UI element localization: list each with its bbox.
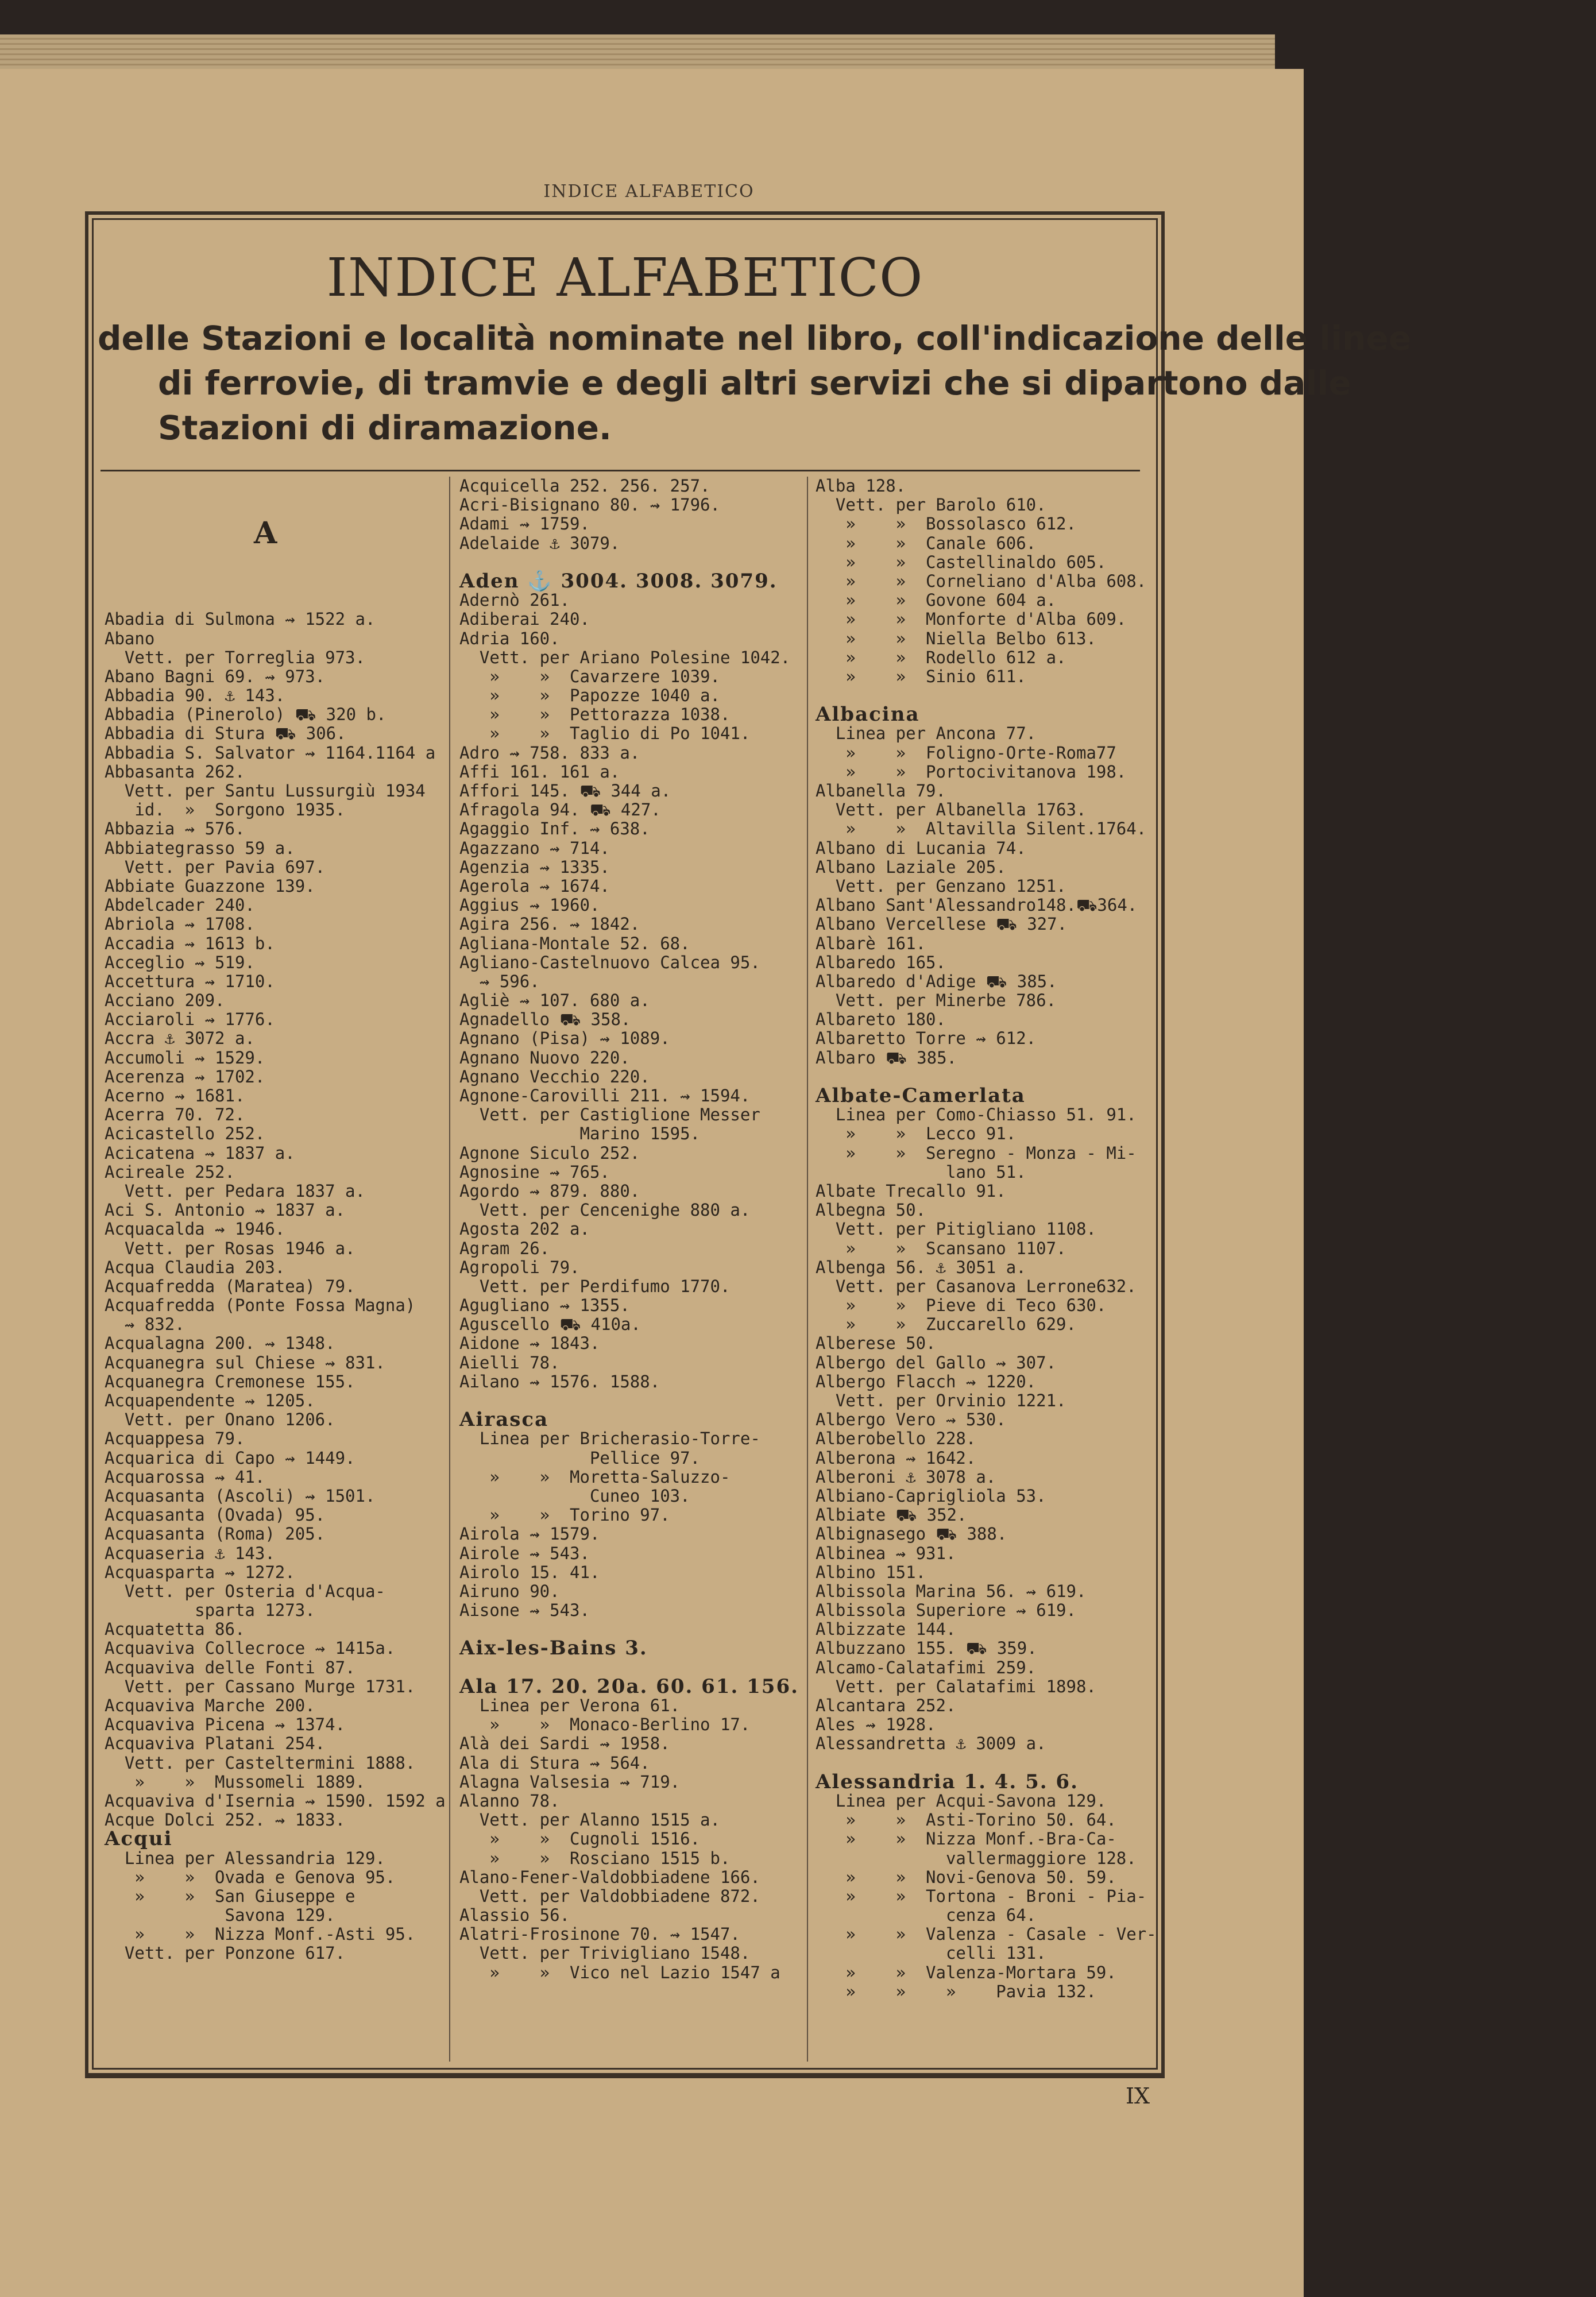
index-entry: Agosta 202 a. [459, 1219, 590, 1239]
index-entry: Linea per Bricherasio-Torre- [459, 1429, 760, 1449]
index-entry: Agnano (Pisa) ⇝ 1089. [459, 1028, 670, 1049]
index-entry: Alberoni ⚓ 3078 a. [816, 1467, 996, 1487]
index-entry: Vett. per Perdifumo 1770. [459, 1276, 731, 1296]
index-entry: » » Monaco-Berlino 17. [459, 1715, 751, 1735]
index-entry: Acquaviva Picena ⇝ 1374. [105, 1715, 346, 1735]
index-entry: Vett. per Alanno 1515 a. [459, 1810, 720, 1830]
index-entry: Abadia di Sulmona ⇝ 1522 a. [105, 609, 376, 629]
index-entry: Acquasanta (Roma) 205. [105, 1524, 326, 1544]
index-entry: » » Nizza Monf.-Asti 95. [105, 1924, 416, 1944]
index-entry: Agordo ⇝ 879. 880. [459, 1181, 640, 1201]
index-entry: Adernò 261. [459, 590, 570, 610]
spacer [816, 1754, 1154, 1773]
index-entry: Albizzate 144. [816, 1619, 956, 1639]
index-entry: Vett. per Torreglia 973. [105, 647, 365, 667]
index-entry: Albarè 161. [816, 933, 926, 953]
index-entry: Alba 128. [816, 476, 906, 496]
index-entry: Albaretto Torre ⇝ 612. [816, 1028, 1037, 1049]
index-entry: Vett. per Calatafimi 1898. [816, 1676, 1096, 1696]
index-heading: Albacina [816, 703, 920, 726]
index-entry: Vett. per Trivigliano 1548. [459, 1943, 751, 1963]
index-entry: cenza 64. [816, 1905, 1037, 1925]
index-entry: Agnosine ⇝ 765. [459, 1162, 610, 1182]
index-entry: » » Castellinaldo 605. [816, 552, 1107, 572]
index-entry: Airola ⇝ 1579. [459, 1524, 600, 1544]
running-head: INDICE ALFABETICO [543, 181, 755, 202]
index-entry: Airuno 90. [459, 1581, 560, 1601]
index-entry: » » Govone 604 a. [816, 590, 1057, 610]
index-entry: » » Valenza-Mortara 59. [816, 1962, 1116, 1982]
index-entry: Alberese 50. [816, 1333, 936, 1354]
index-entry: » » Pettorazza 1038. [459, 705, 731, 725]
index-entry: Ailano ⇝ 1576. 1588. [459, 1371, 660, 1391]
index-entry: Agnone-Carovilli 211. ⇝ 1594. [459, 1086, 751, 1105]
index-entry: Abbadia (Pinerolo) ⛟ 320 b. [105, 705, 387, 725]
index-heading: Alessandria 1. 4. 5. 6. [816, 1770, 1079, 1793]
index-entry: Agliano-Castelnuovo Calcea 95. [459, 952, 760, 972]
index-entry: Agazzano ⇝ 714. [459, 838, 610, 858]
index-entry: Agaggio Inf. ⇝ 638. [459, 819, 650, 839]
index-entry: Vett. per Genzano 1251. [816, 876, 1066, 896]
index-entry: Alano-Fener-Valdobbiadene 166. [459, 1867, 760, 1887]
index-entry: Vett. per Onano 1206. [105, 1410, 335, 1430]
index-entry: Linea per Ancona 77. [816, 724, 1037, 744]
spacer [105, 477, 438, 496]
index-entry: Vett. per Cassano Murge 1731. [105, 1676, 416, 1696]
index-entry: Airole ⇝ 543. [459, 1543, 590, 1563]
index-entry: Acquafredda (Ponte Fossa Magna) [105, 1296, 416, 1316]
index-entry: Abano Bagni 69. ⇝ 973. [105, 666, 326, 686]
spacer [459, 1658, 798, 1677]
index-entry: Acquanegra Cremonese 155. [105, 1371, 355, 1391]
index-entry: Acquatetta 86. [105, 1619, 245, 1639]
index-entry: » » Sinio 611. [816, 666, 1026, 686]
index-entry: » » Bossolasco 612. [816, 514, 1076, 534]
index-entry: Alcamo-Calatafimi 259. [816, 1657, 1037, 1677]
index-entry: Pellice 97. [459, 1448, 701, 1468]
index-entry: » » » Pavia 132. [816, 1981, 1096, 2001]
index-entry: Acquarossa ⇝ 41. [105, 1467, 265, 1487]
index-entry: Acri-Bisignano 80. ⇝ 1796. [459, 495, 720, 515]
index-entry: » » Zuccarello 629. [816, 1314, 1076, 1335]
column-divider [449, 477, 450, 2062]
index-entry: » » Ovada e Genova 95. [105, 1867, 396, 1887]
index-entry: » » Cugnoli 1516. [459, 1829, 701, 1849]
index-entry: Albergo del Gallo ⇝ 307. [816, 1352, 1057, 1372]
index-entry: Acquaviva delle Fonti 87. [105, 1657, 355, 1677]
index-entry: Ales ⇝ 1928. [816, 1715, 936, 1735]
index-entry: Alberobello 228. [816, 1429, 976, 1449]
index-entry: vallermaggiore 128. [816, 1848, 1137, 1868]
page-number: IX [1126, 2083, 1150, 2109]
section-letter: A [254, 516, 277, 551]
index-heading: Aix-les-Bains 3. [459, 1637, 648, 1660]
index-entry: Affi 161. 161 a. [459, 761, 620, 782]
index-entry: Vett. per Minerbe 786. [816, 991, 1057, 1011]
spacer [105, 572, 438, 591]
index-entry: Abriola ⇝ 1708. [105, 914, 255, 934]
subtitle-line: delle Stazioni e località nominate nel libro, coll'indicazione delle linee [98, 319, 1412, 358]
index-entry: Acicastello 252. [105, 1124, 265, 1144]
index-entry: Acquacalda ⇝ 1946. [105, 1219, 285, 1239]
index-entry: Adiberai 240. [459, 609, 590, 629]
index-entry: Acqualagna 200. ⇝ 1348. [105, 1333, 335, 1354]
index-entry: Vett. per Ariano Polesine 1042. [459, 647, 791, 667]
index-entry: Adro ⇝ 758. 833 a. [459, 743, 640, 763]
index-entry: Albano Vercellese ⛟ 327. [816, 914, 1068, 934]
index-entry: Agram 26. [459, 1238, 550, 1258]
index-entry: Acqua Claudia 203. [105, 1257, 285, 1277]
index-entry: » » Rodello 612 a. [816, 647, 1066, 667]
index-entry: Acerno ⇝ 1681. [105, 1086, 245, 1106]
index-entry: Albiano-Caprigliola 53. [816, 1486, 1046, 1506]
index-entry: Cuneo 103. [459, 1486, 690, 1506]
index-entry: Agnano Nuovo 220. [459, 1047, 630, 1068]
index-entry: Abdelcader 240. [105, 895, 255, 915]
index-entry: » » Moretta-Saluzzo- [459, 1467, 731, 1487]
index-entry: » » Tortona - Broni - Pia- [816, 1886, 1147, 1906]
index-entry: Vett. per Pavia 697. [105, 857, 326, 877]
index-entry: celli 131. [816, 1943, 1046, 1963]
index-entry: Alagna Valsesia ⇝ 719. [459, 1772, 681, 1792]
index-entry: Adelaide ⚓ 3079. [459, 533, 620, 553]
index-entry: Albano di Lucania 74. [816, 838, 1026, 858]
index-heading: Albate-Camerlata [816, 1084, 1026, 1107]
index-entry: » » Scansano 1107. [816, 1238, 1066, 1258]
index-entry: Abbadia di Stura ⛟ 306. [105, 724, 346, 744]
subtitle-line: Stazioni di diramazione. [158, 408, 612, 447]
index-entry: Albissola Superiore ⇝ 619. [816, 1600, 1076, 1621]
index-entry: Acquafredda (Maratea) 79. [105, 1276, 355, 1296]
index-entry: Alessandretta ⚓ 3009 a. [816, 1734, 1046, 1754]
index-entry: » » Portocivitanova 198. [816, 761, 1127, 782]
index-entry: Agerola ⇝ 1674. [459, 876, 610, 896]
index-entry: Alanno 78. [459, 1791, 560, 1811]
index-entry: Albareto 180. [816, 1010, 946, 1030]
index-entry: Alatri-Frosinone 70. ⇝ 1547. [459, 1924, 740, 1944]
index-entry: Ala di Stura ⇝ 564. [459, 1753, 650, 1773]
index-entry: Aisone ⇝ 543. [459, 1600, 590, 1621]
index-heading: Airasca [459, 1408, 549, 1432]
index-entry: Acquaviva Platani 254. [105, 1734, 326, 1754]
index-entry: lano 51. [816, 1162, 1026, 1182]
header-rule [101, 470, 1140, 471]
index-entry: » » Papozze 1040 a. [459, 686, 720, 706]
index-entry: Acquicella 252. 256. 257. [459, 476, 710, 496]
index-entry: » » Nizza Monf.-Bra-Ca- [816, 1829, 1116, 1849]
index-entry: Acciaroli ⇝ 1776. [105, 1010, 275, 1030]
index-entry: » » Seregno - Monza - Mi- [816, 1143, 1137, 1163]
index-heading: Acqui [105, 1827, 173, 1851]
index-entry: » » Lecco 91. [816, 1124, 1017, 1144]
index-entry: Accra ⚓ 3072 a. [105, 1028, 255, 1049]
index-entry: Acquanegra sul Chiese ⇝ 831. [105, 1352, 385, 1372]
index-entry: Acque Dolci 252. ⇝ 1833. [105, 1810, 346, 1830]
index-entry: Linea per Alessandria 129. [105, 1848, 385, 1868]
index-entry: Alberona ⇝ 1642. [816, 1448, 976, 1468]
index-entry: Affori 145. ⛟ 344 a. [459, 781, 671, 801]
index-entry: Abbazia ⇝ 576. [105, 819, 245, 839]
index-entry: Acquaviva Marche 200. [105, 1696, 315, 1716]
index-entry: Albate Trecallo 91. [816, 1181, 1006, 1201]
index-entry: Albinea ⇝ 931. [816, 1543, 956, 1563]
index-heading: Aden ⚓ 3004. 3008. 3079. [459, 569, 778, 593]
index-entry: Afragola 94. ⛟ 427. [459, 800, 661, 820]
index-entry: Aggius ⇝ 1960. [459, 895, 600, 915]
index-entry: Alassio 56. [459, 1905, 570, 1925]
index-entry: Albignasego ⛟ 388. [816, 1524, 1007, 1544]
index-entry: Vett. per Cencenighe 880 a. [459, 1200, 751, 1220]
column-divider [807, 477, 808, 2062]
index-entry: Acicatena ⇝ 1837 a. [105, 1143, 295, 1163]
index-entry: » » Niella Belbo 613. [816, 628, 1096, 648]
index-entry: ⇝ 596. [459, 971, 540, 991]
index-entry: » » Cavarzere 1039. [459, 666, 720, 686]
index-entry: Vett. per Rosas 1946 a. [105, 1238, 355, 1258]
page-title: INDICE ALFABETICO [326, 247, 923, 308]
index-entry: Accadia ⇝ 1613 b. [105, 933, 275, 953]
index-entry: » » Rosciano 1515 b. [459, 1848, 731, 1868]
index-entry: Aielli 78. [459, 1352, 560, 1372]
index-column-1 [105, 477, 446, 1963]
index-entry: Accumoli ⇝ 1529. [105, 1047, 265, 1068]
index-entry: » » Canale 606. [816, 533, 1037, 553]
index-entry: Acquappesa 79. [105, 1429, 245, 1449]
index-entry: Acciano 209. [105, 991, 225, 1011]
subtitle-line: di ferrovie, di tramvie e degli altri servizi che si dipartono dalle [158, 364, 1351, 403]
subtitle [98, 316, 1412, 450]
index-entry: » » Novi-Genova 50. 59. [816, 1867, 1116, 1887]
index-entry: Albanella 79. [816, 781, 946, 801]
index-entry: Aci S. Antonio ⇝ 1837 a. [105, 1200, 346, 1220]
index-entry: Acquaseria ⚓ 143. [105, 1543, 275, 1563]
index-entry: Agliè ⇝ 107. 680 a. [459, 991, 650, 1011]
index-entry: Acceglio ⇝ 519. [105, 952, 255, 972]
index-entry: Abbiategrasso 59 a. [105, 838, 295, 858]
index-entry: » » Asti-Torino 50. 64. [816, 1810, 1116, 1830]
index-entry: Albenga 56. ⚓ 3051 a. [816, 1257, 1026, 1277]
index-entry: Albergo Flacch ⇝ 1220. [816, 1371, 1037, 1391]
index-entry: Acquapendente ⇝ 1205. [105, 1391, 315, 1411]
index-entry: Abbadia S. Salvator ⇝ 1164.1164 a [105, 743, 436, 763]
index-entry: Albergo Vero ⇝ 530. [816, 1410, 1006, 1430]
index-column-2 [459, 477, 798, 1982]
index-entry: Acquasparta ⇝ 1272. [105, 1562, 295, 1582]
index-entry: » » Altavilla Silent.1764. [816, 819, 1147, 839]
index-entry: Marino 1595. [459, 1124, 701, 1144]
index-entry: Agnano Vecchio 220. [459, 1066, 650, 1086]
index-entry: Vett. per Casteltermini 1888. [105, 1753, 416, 1773]
index-entry: Albano Sant'Alessandro148.⛟364. [816, 895, 1138, 915]
index-entry: Linea per Verona 61. [459, 1696, 681, 1715]
index-entry: Albano Laziale 205. [816, 857, 1006, 877]
index-entry: Albaro ⛟ 385. [816, 1047, 957, 1068]
index-entry: Vett. per Castiglione Messer [459, 1105, 760, 1125]
index-entry: » » Corneliano d'Alba 608. [816, 571, 1147, 591]
index-entry: Vett. per Valdobbiadene 872. [459, 1886, 760, 1906]
index-entry: Albaredo 165. [816, 952, 946, 972]
index-entry: Albino 151. [816, 1562, 926, 1582]
index-entry: Acireale 252. [105, 1162, 235, 1182]
bottom-rule [85, 2076, 1165, 2078]
index-entry: Agenzia ⇝ 1335. [459, 857, 610, 877]
index-entry: Vett. per Barolo 610. [816, 495, 1046, 515]
spacer [105, 591, 438, 610]
index-entry: Adami ⇝ 1759. [459, 514, 590, 534]
index-entry: Linea per Como-Chiasso 51. 91. [816, 1105, 1137, 1125]
index-heading: Ala 17. 20. 20a. 60. 61. 156. [459, 1675, 799, 1698]
index-entry: Acquarica di Capo ⇝ 1449. [105, 1448, 355, 1468]
index-entry: » » Torino 97. [459, 1505, 670, 1525]
index-entry: Alà dei Sardi ⇝ 1958. [459, 1734, 670, 1754]
index-entry: » » Pieve di Teco 630. [816, 1296, 1107, 1316]
index-entry: ⇝ 832. [105, 1314, 185, 1335]
index-entry: » » San Giuseppe e [105, 1886, 355, 1906]
index-entry: Adria 160. [459, 628, 560, 648]
index-entry: Vett. per Ponzone 617. [105, 1943, 346, 1963]
index-entry: Acquaviva Collecroce ⇝ 1415a. [105, 1638, 396, 1658]
index-entry: Albissola Marina 56. ⇝ 619. [816, 1581, 1087, 1601]
index-entry: Abbasanta 262. [105, 761, 245, 782]
index-entry: Abbiate Guazzone 139. [105, 876, 315, 896]
index-entry: Acquasanta (Ascoli) ⇝ 1501. [105, 1486, 376, 1506]
index-entry: » » Monforte d'Alba 609. [816, 609, 1127, 629]
index-entry: Albiate ⛟ 352. [816, 1505, 967, 1525]
index-entry: » » Taglio di Po 1041. [459, 724, 751, 744]
index-entry: » » Foligno-Orte-Roma77 [816, 743, 1116, 763]
index-entry: Agliana-Montale 52. 68. [459, 933, 690, 953]
index-entry: » » Valenza - Casale - Ver- [816, 1924, 1157, 1944]
index-entry: » » Mussomeli 1889. [105, 1772, 365, 1792]
index-entry: Aidone ⇝ 1843. [459, 1333, 600, 1354]
index-entry: Vett. per Pedara 1837 a. [105, 1181, 365, 1201]
spacer [105, 496, 438, 515]
index-entry: Linea per Acqui-Savona 129. [816, 1791, 1107, 1811]
index-entry: Agugliano ⇝ 1355. [459, 1296, 630, 1316]
index-entry: Agira 256. ⇝ 1842. [459, 914, 640, 934]
index-column-3 [816, 476, 1157, 2001]
index-entry: Acerra 70. 72. [105, 1105, 245, 1125]
index-entry: Vett. per Orvinio 1221. [816, 1391, 1066, 1410]
index-entry: Agnadello ⛟ 358. [459, 1010, 631, 1030]
index-entry: Vett. per Casanova Lerrone632. [816, 1276, 1137, 1296]
index-entry: Agropoli 79. [459, 1257, 580, 1277]
index-entry: Aguscello ⛟ 410a. [459, 1314, 641, 1335]
index-entry: Acquaviva d'Isernia ⇝ 1590. 1592 a [105, 1791, 446, 1811]
index-entry: Albegna 50. [816, 1200, 926, 1220]
spacer [105, 553, 438, 572]
index-entry: Abano [105, 628, 155, 648]
index-entry: sparta 1273. [105, 1600, 315, 1621]
index-entry: Savona 129. [105, 1905, 335, 1925]
index-entry: Albuzzano 155. ⛟ 359. [816, 1638, 1037, 1658]
index-entry: Abbadia 90. ⚓ 143. [105, 686, 285, 706]
index-entry: Albaredo d'Adige ⛟ 385. [816, 971, 1057, 991]
index-entry: » » Vico nel Lazio 1547 a [459, 1962, 780, 1982]
index-entry: id. » Sorgono 1935. [105, 800, 346, 820]
index-entry: Agnone Siculo 252. [459, 1143, 640, 1163]
index-entry: Acerenza ⇝ 1702. [105, 1066, 265, 1086]
index-entry: Vett. per Albanella 1763. [816, 800, 1087, 820]
index-entry: Vett. per Santu Lussurgiù 1934 [105, 781, 426, 801]
index-entry: Vett. per Pitigliano 1108. [816, 1219, 1096, 1239]
index-entry: Vett. per Osteria d'Acqua- [105, 1581, 385, 1601]
index-entry: Airolo 15. 41. [459, 1562, 600, 1582]
index-entry: Alcantara 252. [816, 1696, 956, 1715]
index-entry: Acquasanta (Ovada) 95. [105, 1505, 326, 1525]
index-entry: Accettura ⇝ 1710. [105, 971, 275, 991]
spacer [459, 553, 798, 572]
